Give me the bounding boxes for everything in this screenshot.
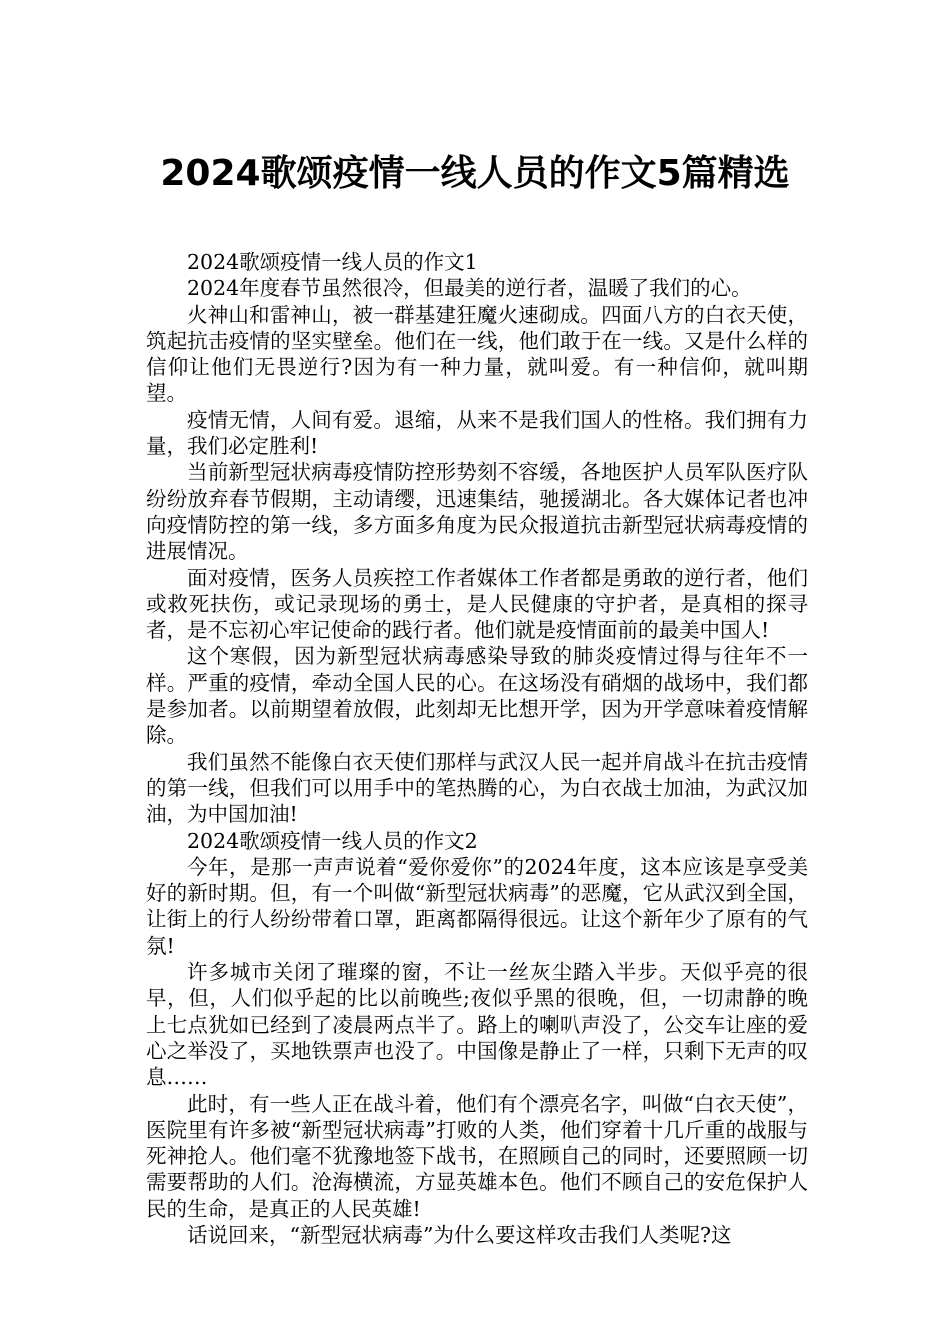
paragraph: 我们虽然不能像白衣天使们那样与武汉人民一起并肩战斗在抗击疫情的第一线，但我们可以用手中的笔热腾的心，为白衣战士加油，为武汉加油，为中国加油! [146, 749, 808, 827]
document-title: 2024歌颂疫情一线人员的作文5篇精选 [160, 153, 790, 195]
paragraph: 火神山和雷神山，被一群基建狂魔火速砌成。四面八方的白衣天使，筑起抗击疫情的坚实壁垒。他们在一线，他们敢于在一线。又是什么样的信仰让他们无畏逆行?因为有一种力量，就叫爱。有一种信仰，就叫期望。 [146, 302, 808, 406]
paragraph: 疫情无情，人间有爱。退缩，从来不是我们国人的性格。我们拥有力量，我们必定胜利! [146, 407, 808, 459]
paragraph: 面对疫情，医务人员疾控工作者媒体工作者都是勇敢的逆行者，他们或救死扶伤，或记录现场的勇士，是人民健康的守护者，是真相的探寻者，是不忘初心牢记使命的践行者。他们就是疫情面前的最美中国人! [146, 565, 808, 643]
paragraph: 今年，是那一声声说着“爱你爱你”的2024年度，这本应该是享受美好的新时期。但，有一个叫做“新型冠状病毒”的恶魔，它从武汉到全国，让街上的行人纷纷带着口罩，距离都隔得很远。让这个新年少了原有的气氛! [146, 854, 808, 958]
paragraph: 2024年度春节虽然很冷，但最美的逆行者，温暖了我们的心。 [187, 276, 752, 301]
paragraph: 话说回来，“新型冠状病毒”为什么要这样攻击我们人类呢?这 [187, 1222, 732, 1247]
essay-heading-2: 2024歌颂疫情一线人员的作文2 [187, 828, 478, 853]
paragraph: 当前新型冠状病毒疫情防控形势刻不容缓，各地医护人员军队医疗队纷纷放弃春节假期，主动请缨，迅速集结，驰援湖北。各大媒体记者也冲向疫情防控的第一线，多方面多角度为民众报道抗击新型冠状病毒疫情的进展情况。 [146, 460, 808, 564]
paragraph: 许多城市关闭了璀璨的窗，不让一丝灰尘踏入半步。天似乎亮的很早，但，人们似乎起的比以前晚些;夜似乎黑的很晚，但，一切肃静的晚上七点犹如已经到了凌晨两点半了。路上的喇叭声没了，公交车让座的爱心之举没了，买地铁票声也没了。中国像是静止了一样，只剩下无声的叹息…… [146, 960, 808, 1090]
paragraph: 这个寒假，因为新型冠状病毒感染导致的肺炎疫情过得与往年不一样。严重的疫情，牵动全国人民的心。在这场没有硝烟的战场中，我们都是参加者。以前期望着放假，此刻却无比想开学，因为开学意味着疫情解除。 [146, 644, 808, 748]
paragraph: 此时，有一些人正在战斗着，他们有个漂亮名字，叫做“白衣天使”，医院里有许多被“新型冠状病毒”打败的人类，他们穿着十几斤重的战服与死神抢人。他们毫不犹豫地签下战书，在照顾自己的同时，还要照顾一切需要帮助的人们。沧海横流，方显英雄本色。他们不顾自己的安危保护人民的生命，是真正的人民英雄! [146, 1091, 808, 1221]
document-body [146, 249, 808, 1248]
essay-heading-1: 2024歌颂疫情一线人员的作文1 [187, 250, 478, 274]
